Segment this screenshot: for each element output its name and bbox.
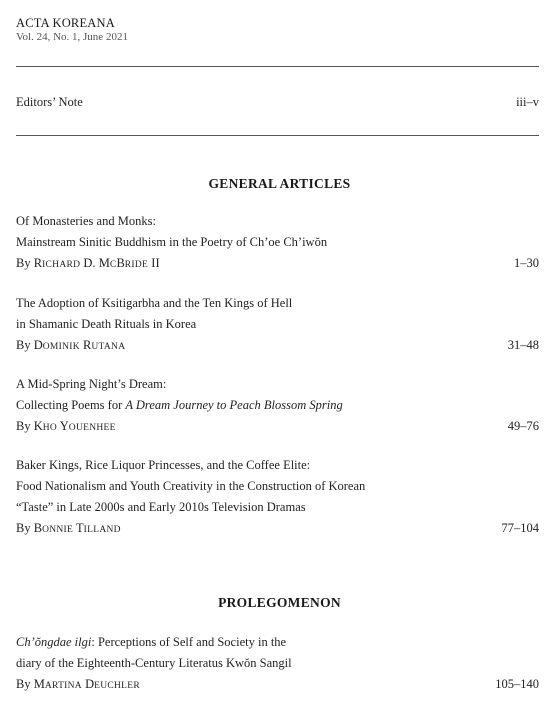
journal-header bbox=[16, 16, 128, 44]
section-heading-general-articles: GENERAL ARTICLES bbox=[208, 176, 351, 191]
article-title-line: “Taste” in Late 2000s and Early 2010s Television Dramas bbox=[16, 500, 306, 514]
author-name: RICHARD D. MCBRIDE II bbox=[33, 256, 160, 270]
article-title-line: diary of the Eighteenth-Century Literatus Kwŏn Sangil bbox=[16, 656, 292, 670]
divider-top bbox=[16, 66, 539, 67]
article-byline bbox=[16, 253, 539, 276]
article-title-italic: A Dream Journey to Peach Blossom Spring bbox=[125, 398, 343, 412]
article-byline bbox=[16, 674, 539, 697]
editors-note-title: Editors’ Note bbox=[16, 95, 83, 109]
author-name: DOMINIK RUTANA bbox=[33, 338, 126, 352]
article-byline bbox=[16, 518, 539, 541]
editors-note-entry[interactable] bbox=[16, 92, 539, 113]
article-title-line: A Mid-Spring Night’s Dream: bbox=[16, 377, 167, 391]
article-title-line: Ch’ŏngdae ilgi: Perceptions of Self and Society in the bbox=[16, 635, 287, 649]
author-name: BONNIE TILLAND bbox=[33, 521, 121, 535]
article-title-line: Collecting Poems for A Dream Journey to Peach Blossom Spring bbox=[16, 398, 343, 412]
article-pages: 49–76 bbox=[507, 419, 539, 433]
article-title-line: Mainstream Sinitic Buddhism in the Poetry of Ch’oe Ch’iwŏn bbox=[16, 235, 328, 249]
section-heading-prolegomenon: PROLEGOMENON bbox=[218, 595, 341, 610]
author-name: MARTINA DEUCHLER bbox=[33, 677, 141, 691]
article-entry[interactable] bbox=[16, 374, 539, 439]
article-pages: 77–104 bbox=[501, 521, 539, 535]
article-title-line: Of Monasteries and Monks: bbox=[16, 214, 156, 228]
journal-issue: Vol. 24, No. 1, June 2021 bbox=[16, 31, 128, 43]
byline-prefix: By bbox=[16, 338, 31, 352]
article-title-line: Food Nationalism and Youth Creativity in the Construction of Korean bbox=[16, 479, 366, 493]
editors-note-pages: iii–v bbox=[516, 95, 539, 109]
journal-name: ACTA KOREANA bbox=[16, 16, 115, 30]
article-pages: 1–30 bbox=[514, 256, 539, 270]
article-byline bbox=[16, 416, 539, 439]
article-entry[interactable] bbox=[16, 211, 539, 276]
byline-prefix: By bbox=[16, 677, 31, 691]
article-pages: 105–140 bbox=[495, 677, 539, 691]
article-title-line: in Shamanic Death Rituals in Korea bbox=[16, 317, 197, 331]
article-entry[interactable] bbox=[16, 632, 539, 697]
article-entry[interactable] bbox=[16, 293, 539, 358]
article-title-line: The Adoption of Ksitigarbha and the Ten Kings of Hell bbox=[16, 296, 293, 310]
divider-bottom bbox=[16, 135, 539, 136]
author-name: KHO YOUENHEE bbox=[33, 419, 116, 433]
article-pages: 31–48 bbox=[507, 338, 539, 352]
byline-prefix: By bbox=[16, 256, 31, 270]
article-title-line: Baker Kings, Rice Liquor Princesses, and the Coffee Elite: bbox=[16, 458, 311, 472]
article-byline bbox=[16, 335, 539, 358]
byline-prefix: By bbox=[16, 419, 31, 433]
byline-prefix: By bbox=[16, 521, 31, 535]
article-entry[interactable] bbox=[16, 455, 539, 541]
article-title-italic: Ch’ŏngdae ilgi bbox=[16, 635, 92, 649]
